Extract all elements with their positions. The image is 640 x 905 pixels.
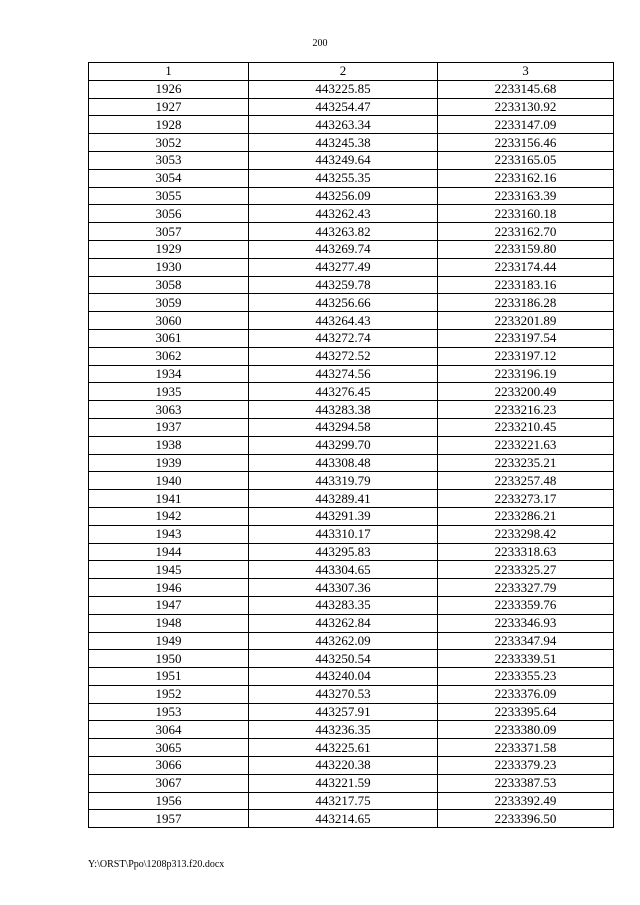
table-cell-col-2: 443319.79 (249, 472, 438, 490)
table-cell-col-1: 3053 (89, 151, 249, 169)
table-cell-col-1: 3055 (89, 187, 249, 205)
table-cell-col-2: 443295.83 (249, 543, 438, 561)
table-cell-col-2: 443236.35 (249, 721, 438, 739)
table-row (89, 134, 614, 152)
table-cell-col-3: 2233346.93 (438, 614, 614, 632)
table-cell-col-1: 1926 (89, 80, 249, 98)
table-cell-col-1: 1935 (89, 383, 249, 401)
table-cell-col-1: 3059 (89, 294, 249, 312)
table-row (89, 721, 614, 739)
table-cell-col-1: 1943 (89, 525, 249, 543)
table-cell-col-2: 443225.85 (249, 80, 438, 98)
table-cell-col-2: 443274.56 (249, 365, 438, 383)
table-cell-col-1: 1946 (89, 579, 249, 597)
table-row (89, 205, 614, 223)
table-row (89, 650, 614, 668)
table-cell-col-2: 443272.74 (249, 329, 438, 347)
table-cell-col-3: 2233186.28 (438, 294, 614, 312)
table-cell-col-2: 443262.43 (249, 205, 438, 223)
table-cell-col-3: 2233387.53 (438, 774, 614, 792)
table-row (89, 685, 614, 703)
table-row (89, 472, 614, 490)
table-cell-col-2: 443256.66 (249, 294, 438, 312)
table-cell-col-1: 3067 (89, 774, 249, 792)
table-cell-col-1: 1950 (89, 650, 249, 668)
table-row (89, 116, 614, 134)
table-cell-col-3: 2233159.80 (438, 240, 614, 258)
table-row (89, 223, 614, 241)
table-cell-col-3: 2233183.16 (438, 276, 614, 294)
table-cell-col-2: 443245.38 (249, 134, 438, 152)
table-cell-col-2: 443272.52 (249, 347, 438, 365)
table-header (89, 63, 614, 81)
table-cell-col-2: 443220.38 (249, 757, 438, 775)
table-cell-col-3: 2233347.94 (438, 632, 614, 650)
table-row (89, 436, 614, 454)
table-row (89, 401, 614, 419)
table-cell-col-2: 443255.35 (249, 169, 438, 187)
table-row (89, 792, 614, 810)
table-row (89, 739, 614, 757)
table-cell-col-1: 1937 (89, 418, 249, 436)
table-cell-col-2: 443259.78 (249, 276, 438, 294)
table-cell-col-2: 443214.65 (249, 810, 438, 828)
table-cell-col-1: 1957 (89, 810, 249, 828)
table-cell-col-3: 2233162.16 (438, 169, 614, 187)
table-row (89, 365, 614, 383)
table-row (89, 632, 614, 650)
table-cell-col-2: 443250.54 (249, 650, 438, 668)
table-cell-col-2: 443310.17 (249, 525, 438, 543)
page-number: 200 (312, 38, 328, 49)
table-cell-col-2: 443307.36 (249, 579, 438, 597)
table-row (89, 347, 614, 365)
table-cell-col-3: 2233147.09 (438, 116, 614, 134)
table-cell-col-1: 1942 (89, 507, 249, 525)
table-cell-col-3: 2233325.27 (438, 561, 614, 579)
table-cell-col-2: 443263.82 (249, 223, 438, 241)
table-cell-col-2: 443257.91 (249, 703, 438, 721)
table-row (89, 240, 614, 258)
table-cell-col-1: 1940 (89, 472, 249, 490)
table-row (89, 294, 614, 312)
table-cell-col-1: 3064 (89, 721, 249, 739)
table-cell-col-2: 443249.64 (249, 151, 438, 169)
table-cell-col-3: 2233201.89 (438, 312, 614, 330)
table-cell-col-2: 443308.48 (249, 454, 438, 472)
table-cell-col-1: 3063 (89, 401, 249, 419)
table-row (89, 774, 614, 792)
table-cell-col-3: 2233379.23 (438, 757, 614, 775)
table-row (89, 187, 614, 205)
table-cell-col-3: 2233163.39 (438, 187, 614, 205)
table-cell-col-1: 3057 (89, 223, 249, 241)
table-cell-col-3: 2233286.21 (438, 507, 614, 525)
table-cell-col-3: 2233376.09 (438, 685, 614, 703)
table-row (89, 418, 614, 436)
table-row (89, 810, 614, 828)
table-cell-col-3: 2233380.09 (438, 721, 614, 739)
table-row (89, 329, 614, 347)
table-cell-col-3: 2233221.63 (438, 436, 614, 454)
table-cell-col-1: 3061 (89, 329, 249, 347)
table-cell-col-3: 2233327.79 (438, 579, 614, 597)
table-cell-col-1: 1956 (89, 792, 249, 810)
table-cell-col-2: 443291.39 (249, 507, 438, 525)
column-header-1: 1 (89, 63, 249, 81)
table-cell-col-1: 1941 (89, 490, 249, 508)
table-cell-col-2: 443277.49 (249, 258, 438, 276)
table-cell-col-2: 443240.04 (249, 668, 438, 686)
table-cell-col-2: 443269.74 (249, 240, 438, 258)
table-cell-col-2: 443283.35 (249, 596, 438, 614)
table-cell-col-1: 3065 (89, 739, 249, 757)
table-row (89, 312, 614, 330)
table-cell-col-3: 2233273.17 (438, 490, 614, 508)
table-cell-col-3: 2233130.92 (438, 98, 614, 116)
table-cell-col-1: 1948 (89, 614, 249, 632)
table-cell-col-3: 2233200.49 (438, 383, 614, 401)
table-cell-col-3: 2233145.68 (438, 80, 614, 98)
table-cell-col-1: 1945 (89, 561, 249, 579)
table-row (89, 80, 614, 98)
table-row (89, 169, 614, 187)
table-cell-col-1: 3062 (89, 347, 249, 365)
table-row (89, 454, 614, 472)
table-cell-col-3: 2233355.23 (438, 668, 614, 686)
table-cell-col-2: 443283.38 (249, 401, 438, 419)
table-cell-col-1: 1944 (89, 543, 249, 561)
table-cell-col-3: 2233396.50 (438, 810, 614, 828)
table-cell-col-3: 2233298.42 (438, 525, 614, 543)
document-file-path: Y:\ORST\Ppo\1208p313.f20.docx (88, 859, 225, 870)
table-cell-col-1: 1939 (89, 454, 249, 472)
table-row (89, 614, 614, 632)
table-cell-col-3: 2233196.19 (438, 365, 614, 383)
table-cell-col-2: 443276.45 (249, 383, 438, 401)
column-header-2: 2 (249, 63, 438, 81)
table-row (89, 507, 614, 525)
table-row (89, 276, 614, 294)
table-cell-col-1: 3056 (89, 205, 249, 223)
table-cell-col-1: 1949 (89, 632, 249, 650)
table-cell-col-2: 443254.47 (249, 98, 438, 116)
table-row (89, 490, 614, 508)
table-cell-col-3: 2233197.12 (438, 347, 614, 365)
table-row (89, 561, 614, 579)
table-cell-col-1: 1952 (89, 685, 249, 703)
table-cell-col-1: 3060 (89, 312, 249, 330)
table-cell-col-2: 443264.43 (249, 312, 438, 330)
table-cell-col-2: 443217.75 (249, 792, 438, 810)
table-row (89, 543, 614, 561)
table-cell-col-3: 2233162.70 (438, 223, 614, 241)
table-cell-col-1: 1927 (89, 98, 249, 116)
table-cell-col-2: 443225.61 (249, 739, 438, 757)
table-cell-col-3: 2233318.63 (438, 543, 614, 561)
table-cell-col-3: 2233371.58 (438, 739, 614, 757)
table-body (89, 80, 614, 827)
table-row (89, 579, 614, 597)
table-row (89, 98, 614, 116)
table-cell-col-2: 443221.59 (249, 774, 438, 792)
table-cell-col-1: 1938 (89, 436, 249, 454)
table-cell-col-2: 443256.09 (249, 187, 438, 205)
table-cell-col-3: 2233257.48 (438, 472, 614, 490)
table-cell-col-3: 2233392.49 (438, 792, 614, 810)
table-cell-col-1: 3054 (89, 169, 249, 187)
table-cell-col-1: 1947 (89, 596, 249, 614)
table-row (89, 258, 614, 276)
table-cell-col-2: 443304.65 (249, 561, 438, 579)
table-cell-col-2: 443263.34 (249, 116, 438, 134)
table-cell-col-2: 443262.09 (249, 632, 438, 650)
table-cell-col-3: 2233156.46 (438, 134, 614, 152)
table-cell-col-2: 443299.70 (249, 436, 438, 454)
table-cell-col-3: 2233174.44 (438, 258, 614, 276)
table-cell-col-1: 1930 (89, 258, 249, 276)
table-cell-col-3: 2233339.51 (438, 650, 614, 668)
table-cell-col-1: 3058 (89, 276, 249, 294)
table-cell-col-3: 2233165.05 (438, 151, 614, 169)
table-cell-col-2: 443289.41 (249, 490, 438, 508)
table-cell-col-1: 3066 (89, 757, 249, 775)
table-row (89, 757, 614, 775)
column-header-3: 3 (438, 63, 614, 81)
table-cell-col-3: 2233216.23 (438, 401, 614, 419)
table-cell-col-1: 1934 (89, 365, 249, 383)
coordinates-table (88, 62, 614, 828)
table-cell-col-1: 1951 (89, 668, 249, 686)
table-row (89, 703, 614, 721)
table-row (89, 525, 614, 543)
table-cell-col-1: 3052 (89, 134, 249, 152)
table-cell-col-3: 2233197.54 (438, 329, 614, 347)
table-cell-col-2: 443270.53 (249, 685, 438, 703)
table-row (89, 383, 614, 401)
table-cell-col-2: 443294.58 (249, 418, 438, 436)
table-row (89, 596, 614, 614)
table-cell-col-1: 1953 (89, 703, 249, 721)
table-cell-col-3: 2233210.45 (438, 418, 614, 436)
table-cell-col-2: 443262.84 (249, 614, 438, 632)
table-cell-col-1: 1928 (89, 116, 249, 134)
table-cell-col-3: 2233359.76 (438, 596, 614, 614)
table-cell-col-1: 1929 (89, 240, 249, 258)
table-row (89, 151, 614, 169)
table-header-row (89, 63, 614, 81)
table-cell-col-3: 2233395.64 (438, 703, 614, 721)
table-cell-col-3: 2233235.21 (438, 454, 614, 472)
table-cell-col-3: 2233160.18 (438, 205, 614, 223)
table-row (89, 668, 614, 686)
